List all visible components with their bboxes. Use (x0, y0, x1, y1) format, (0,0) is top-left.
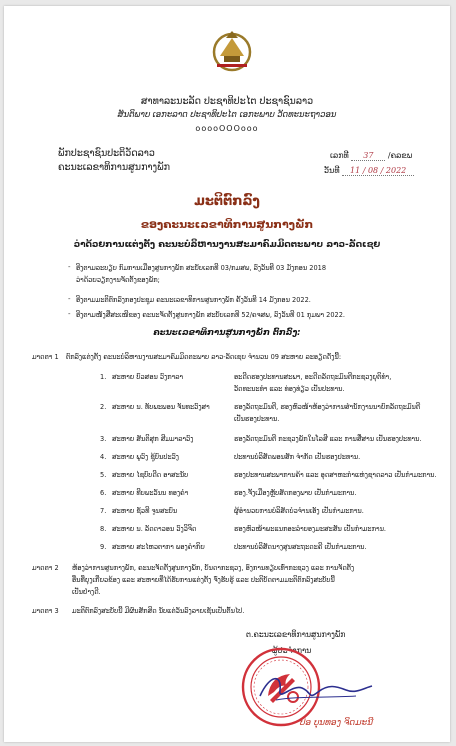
bullet: - (68, 295, 71, 303)
member-no: 4. (100, 453, 107, 461)
number-value: 37 (351, 151, 385, 161)
document-title: ມະຕິຕົກລົງ (194, 194, 260, 209)
member-role: ຜູ້ອຳນວຍການບໍລິສັດບໍວຈຳນເອັງ ເປັນກຳມະການ. (234, 507, 364, 515)
document-page (4, 6, 450, 742)
member-name: ສະຫາຍ ນ. ລັດດາວອນ ວົງວິຈິດ (112, 525, 197, 533)
member-no: 3. (100, 435, 107, 443)
member-name: ສະຫາຍ ນ. ທັບພະພອນ ຈັນທະວົງສາ (112, 403, 210, 411)
article2-line: ອື່ນທີ່ຍຸງເກີ່ຍວຂ້ອງ ແລະ ສະຫາຍທີ່ໄດ້ຮັບການແຕ່ງຕັ້ງ ຈົ່ງຮັບຮູ້ ແລະ ປະຕິບັດຕາມມະຕິຕົກລົງສະບັບນີ້ (72, 576, 335, 584)
preamble-line: ວ່າດ້ວຍວຽກງານຈັດຕັ້ງຂອງພັກ; (76, 276, 160, 284)
country-name: ສາທາລະນະລັດ ປະຊາທິປະໄຕ ປະຊາຊົນລາວ (140, 96, 314, 107)
member-name: ສະຫາຍ ທີບພະວັນນ ທອງຄຳ (112, 489, 189, 497)
org-secretariat: ຄະນະເລຂາທິການສູນກາງພັກ (58, 162, 171, 173)
number-suffix: /ຄລຂພ (387, 151, 413, 160)
member-name: ສະຫາຍ ຊັວທີ ຈູນສະບົນ (112, 507, 178, 515)
member-no: 1. (100, 373, 107, 381)
bullet: - (68, 263, 71, 271)
article2-line: ຫ້ອງວ່າການສູນກາງພັກ, ຄະນະຈັດຕັ້ງສູນກາງພັກ, ບັນດາກະຊວງ, ອົງການທຽບເທົ່າກະຊວງ ແລະ ການຈັດຕັ້ງ (72, 564, 355, 572)
document-subject: ວ່າດ້ວຍການແຕ່ງຕັ້ງ ຄະນະບໍລິຫານງານສະມາຄົມມິດຕະພາບ ລາວ-ລັດເຊຍ (73, 240, 381, 250)
signatory-on-behalf: ຕ.ຄະນະເລຂາທິການສູນກາງພັກ (246, 630, 346, 639)
member-name: ສະຫາຍ ພູວົງ ຊູ້ບົນປະວົງ (112, 453, 179, 461)
signatory-position: ຜູ້ປະຈຳການ (272, 646, 312, 655)
header-divider: ooooOOOooo (195, 124, 259, 133)
article1-text: ຕົກລົງແຕ່ງຕັ້ງ ຄະນະບໍລິຫານງານສະມາຄົມມິດຕະພາບ ລາວ-ລັດເຊຍ ຈຳນວນ 09 ສະຫາຍ ລະອຽດດັ່ງນີ້: (66, 353, 342, 361)
member-role: ຮອງລັດຖະມົນຕີ ກະຊວງພັກໃນໂລສີ ແລະ ການສື່ສານ ເປັນຮອງປະທານ. (234, 435, 422, 443)
member-name: ສະຫາຍ ສັນຕິສຸກ ສີມມາລາວົງ (112, 435, 194, 443)
member-no: 2. (100, 403, 107, 411)
member-role: ປະທານບໍລິສັດນາງສຸນສະຖະດະຄີ ເປັນກຳມະການ. (234, 543, 367, 551)
member-role: ເປັນຮອງປະທານ. (234, 415, 280, 423)
member-no: 6. (100, 489, 107, 497)
member-role: ຮອງ.ຈັ້ງເມືອງຫຼັບສັດກອງພາບ ເປັນກຳມະການ. (234, 489, 357, 497)
decision-heading: ຄະນະເລຂາທິການສູນກາງພັກ ຕົກລົງ: (153, 328, 301, 338)
article1-label: ມາດຕາ 1 (32, 353, 59, 361)
national-motto: ສັນຕິພາບ ເອກະລາດ ປະຊາທິປະໄຕ ເອກະພາບ ວັດທະນະຖາວອນ (117, 110, 337, 120)
member-role: ຮອງຫົວໜ້າພະແນກອະລຳບອງມະສະສັນ ເປັນກຳມະການ. (234, 525, 387, 533)
document-issuer: ຂອງຄະນະເລຂາທິການສູນກາງພັກ (140, 218, 314, 231)
member-name: ສະຫາຍ ໄຊບົບດີດ ອາສະນັບ (112, 471, 189, 479)
article3-text: ມະຕິຕົກລົງສະບັບນີ້ ມີຜົນສັກສິດ ນັບແຕ່ວັນລົງລາຍເຊັນເປັນຕົ້ນໄປ. (72, 607, 245, 615)
member-role: ຮອງລັດຖະມົນຕີ, ຮອງຫົວໜ້າຫ້ອງວ່າການສຳນັກງານນາຍົກລັດຖະມົນຕີ (234, 403, 421, 411)
article2-line: ເປັນຢ່າງດີ. (72, 588, 101, 596)
member-name: ສະຫາຍ ສະໄຫວຕາກາ ພອງຄຳກິຍ (112, 543, 205, 551)
date-label: ວັນທີ (324, 166, 340, 175)
org-party: ພັກປະຊາຊົນປະຕິວັດລາວ (58, 148, 155, 159)
member-no: 5. (100, 471, 107, 479)
signatory-name: ປອ ບຸນທອງ ຈິດມະນີ (300, 718, 373, 728)
member-role: ຮອງປະທານສະພາການຄ້າ ແລະ ອຸດສາຫະກຳແຫ່ງຊາດລາວ ເປັນກຳມະການ. (234, 471, 437, 479)
member-no: 8. (100, 525, 107, 533)
member-role: ປະທານບໍລິສັດພອນສັກ ຈຳກັດ ເປັນຮອງປະທານ. (234, 453, 361, 461)
member-role: ວັດທະນະທຳ ແລະ ທ່ອງທ່ຽວ ເປັນປະທານ. (234, 385, 345, 393)
member-no: 9. (100, 543, 107, 551)
lao-emblem-icon (207, 28, 257, 72)
preamble-line: ອີງຕາມໜັງສືສະເໜີຂອງ ຄະນະຈັດຕັ້ງສູນກາງພັກ ສະບັບເລກທີ 52/ຄຈສພ, ລົງວັນທີ 01 ກຸມພາ 2022. (76, 311, 346, 319)
member-no: 7. (100, 507, 107, 515)
member-name: ສະຫາຍ ບົວສອນ ວົງກາລາ (112, 373, 184, 381)
preamble-line: ອີງຕາມມະຕິຕົກລົງກອງປະຊຸມ ຄະນະເລຂາທິການສູນກາງພັກ ຄັ້ງວັນທີ 14 ມັງກອນ 2022. (76, 296, 311, 304)
date-value: 11 / 08 / 2022 (342, 166, 414, 176)
number-line (330, 151, 412, 161)
handwritten-signature (256, 666, 376, 708)
member-role: ອະດີດຮອງປະທານສະພາ, ອະດີດລັດຖະມົນຕີກະຊວງຍຸຕິທຳ, (234, 373, 392, 381)
preamble-line: ອີງຕາມລະບຽບ ກົມການເມືອງສູນກາງພັກ ສະບັບເລກທີ 03/ກມສພ, ລົງວັນທີ 03 ມັງກອນ 2018 (76, 264, 327, 272)
number-label: ເລກທີ (330, 151, 349, 160)
article2-label: ມາດຕາ 2 (32, 564, 59, 572)
bullet: - (68, 310, 71, 318)
date-line (324, 166, 414, 176)
article3-label: ມາດຕາ 3 (32, 607, 59, 615)
